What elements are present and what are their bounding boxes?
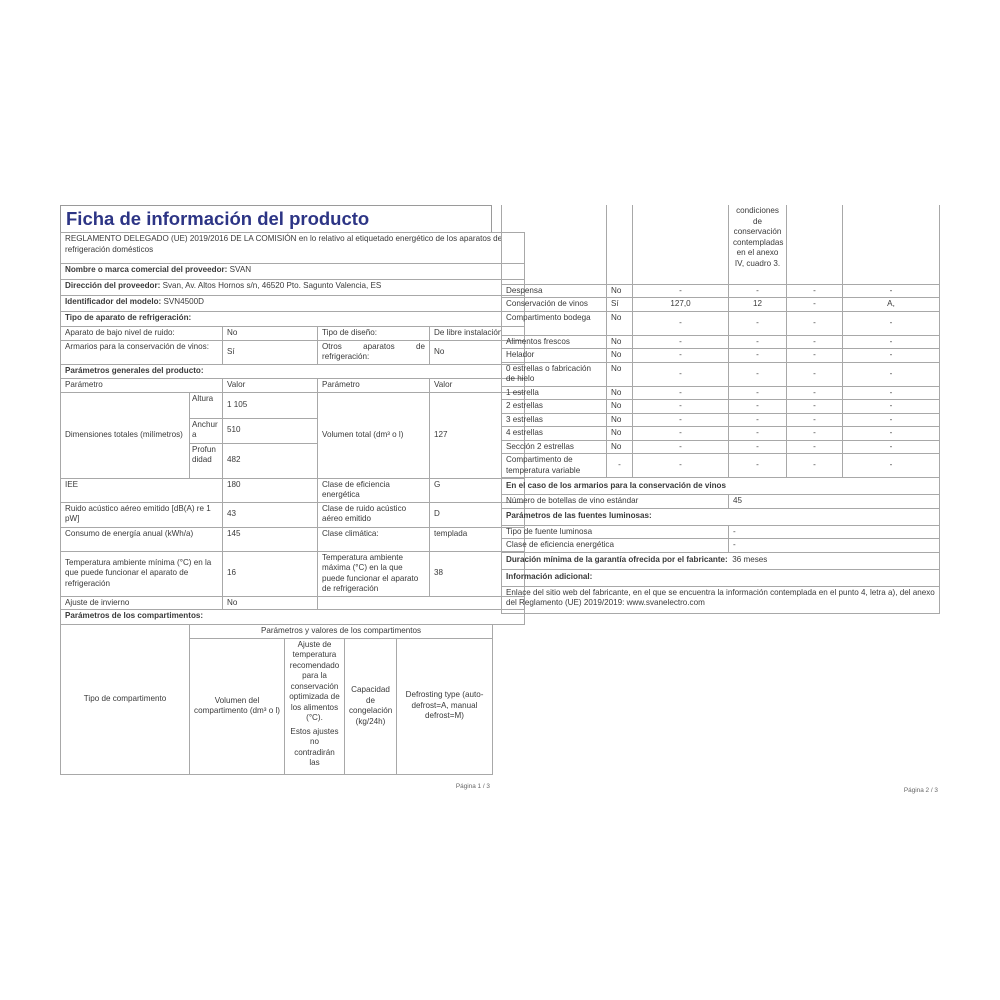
compartment-freezing-capacity: - bbox=[787, 386, 843, 400]
empty-cell bbox=[633, 205, 729, 284]
compartment-row bbox=[502, 362, 940, 386]
compartment-row bbox=[502, 298, 940, 312]
compartment-present: No bbox=[607, 400, 633, 414]
page-number: Página 2 / 3 bbox=[903, 787, 938, 794]
recommended-temperature-text: Ajuste de temperatura recomendado para la conservación optimizada de los alimentos (°C). bbox=[289, 639, 340, 722]
page-1 bbox=[60, 205, 503, 790]
compartment-name: Sección 2 estrellas bbox=[502, 440, 607, 454]
compartment-volume: - bbox=[633, 362, 729, 386]
compartments-header-table bbox=[60, 624, 493, 775]
additional-info-table bbox=[501, 477, 940, 614]
compartment-volume: 127,0 bbox=[633, 298, 729, 312]
compartment-present: No bbox=[607, 386, 633, 400]
low-noise-value: No bbox=[223, 327, 318, 341]
compartment-present: Sí bbox=[607, 298, 633, 312]
dimensions-label: Dimensiones totales (milímetros) bbox=[61, 392, 190, 478]
compartment-temperature: - bbox=[729, 400, 787, 414]
compartment-volume: - bbox=[633, 454, 729, 478]
compartment-temperature: - bbox=[729, 311, 787, 335]
compartment-volume: - bbox=[633, 386, 729, 400]
address-row bbox=[61, 280, 525, 296]
empty-cell bbox=[787, 205, 843, 284]
compartment-name: Compartimento de temperatura variable bbox=[502, 454, 607, 478]
light-source-type-label: Tipo de fuente luminosa bbox=[502, 525, 729, 539]
compartment-volume: - bbox=[633, 413, 729, 427]
compartment-freezing-capacity: - bbox=[787, 298, 843, 312]
compartment-row bbox=[502, 386, 940, 400]
wine-bottles-label: Número de botellas de vino estándar bbox=[502, 495, 729, 509]
noise-class-value: D bbox=[430, 502, 525, 527]
freezing-capacity-header: Capacidad de congelación (kg/24h) bbox=[345, 638, 397, 774]
min-temperature-label: Temperatura ambiente mínima (°C) en la que puede funcionar el aparato de refrigeración bbox=[61, 551, 223, 596]
compartment-defrost-type: - bbox=[843, 311, 940, 335]
compartment-volume: - bbox=[633, 311, 729, 335]
compartment-present: No bbox=[607, 335, 633, 349]
compartment-freezing-capacity: - bbox=[787, 349, 843, 363]
depth-value: 482 bbox=[223, 443, 318, 478]
design-type-label: Tipo de diseño: bbox=[318, 327, 430, 341]
warranty-row bbox=[502, 552, 940, 569]
empty-cell bbox=[843, 205, 940, 284]
model-row bbox=[61, 296, 525, 312]
compartment-row bbox=[502, 335, 940, 349]
compartment-row bbox=[502, 400, 940, 414]
max-temperature-label: Temperatura ambiente máxima (°C) en la que puede funcionar el aparato de refrigeración bbox=[318, 551, 430, 596]
regulation-text: REGLAMENTO DELEGADO (UE) 2019/2016 DE LA COMISIÓN en lo relativo al etiquetado energético de los aparatos de refrigeración domésticos bbox=[61, 233, 525, 264]
compartment-temperature: - bbox=[729, 386, 787, 400]
compartment-freezing-capacity: - bbox=[787, 362, 843, 386]
compartment-temperature: - bbox=[729, 335, 787, 349]
width-value: 510 bbox=[223, 418, 318, 443]
light-source-class-label: Clase de eficiencia energética bbox=[502, 539, 729, 553]
product-info-table bbox=[60, 232, 525, 625]
compartment-defrost-type: - bbox=[843, 427, 940, 441]
compartment-row bbox=[502, 454, 940, 478]
model-label: Identificador del modelo: bbox=[65, 297, 162, 306]
page-2 bbox=[501, 205, 939, 794]
compartment-volume: - bbox=[633, 427, 729, 441]
empty-cell bbox=[318, 596, 525, 610]
compartment-defrost-type: - bbox=[843, 454, 940, 478]
compartment-name: Helador bbox=[502, 349, 607, 363]
depth-label: Profundidad bbox=[190, 443, 223, 478]
compartment-defrost-type: - bbox=[843, 284, 940, 298]
compartment-row bbox=[502, 440, 940, 454]
compartment-present: No bbox=[607, 440, 633, 454]
compartment-defrost-type: - bbox=[843, 400, 940, 414]
climate-class-value: templada bbox=[430, 527, 525, 551]
model-value: SVN4500D bbox=[163, 297, 204, 306]
compartment-defrost-type: - bbox=[843, 440, 940, 454]
wine-cabinet-label: Armarios para la conservación de vinos: bbox=[61, 340, 223, 364]
iee-label: IEE bbox=[61, 478, 223, 502]
general-params-heading: Parámetros generales del producto: bbox=[61, 364, 525, 378]
compartment-freezing-capacity: - bbox=[787, 311, 843, 335]
compartment-temperature: - bbox=[729, 440, 787, 454]
compartment-name: 3 estrellas bbox=[502, 413, 607, 427]
total-volume-value: 127 bbox=[430, 392, 525, 478]
compartment-volume: - bbox=[633, 400, 729, 414]
max-temperature-value: 38 bbox=[430, 551, 525, 596]
column-header-parameter: Parámetro bbox=[61, 378, 223, 392]
compartment-name: Compartimento bodega bbox=[502, 311, 607, 335]
warranty-value: 36 meses bbox=[732, 555, 768, 565]
compartment-volume: - bbox=[633, 349, 729, 363]
energy-consumption-label: Consumo de energía anual (kWh/a) bbox=[61, 527, 223, 551]
compartment-name: 2 estrellas bbox=[502, 400, 607, 414]
compartment-volume-header: Volumen del compartimento (dm³ o l) bbox=[190, 638, 285, 774]
compartment-volume: - bbox=[633, 335, 729, 349]
light-source-type-value: - bbox=[729, 525, 940, 539]
compartment-defrost-type: - bbox=[843, 349, 940, 363]
supplier-label: Nombre o marca comercial del proveedor: bbox=[65, 265, 228, 274]
noise-class-label: Clase de ruido acústico aéreo emitido bbox=[318, 502, 430, 527]
compartment-row bbox=[502, 413, 940, 427]
energy-consumption-value: 145 bbox=[223, 527, 318, 551]
compartment-name: 4 estrellas bbox=[502, 427, 607, 441]
winter-setting-label: Ajuste de invierno bbox=[61, 596, 223, 610]
compartment-defrost-type: - bbox=[843, 362, 940, 386]
compartment-present: No bbox=[607, 284, 633, 298]
compartment-volume: - bbox=[633, 284, 729, 298]
compartment-temperature: - bbox=[729, 454, 787, 478]
empty-cell bbox=[502, 205, 607, 284]
compartment-present: - bbox=[607, 454, 633, 478]
compartment-temperature: - bbox=[729, 413, 787, 427]
wine-bottles-value: 45 bbox=[729, 495, 940, 509]
compartment-present: No bbox=[607, 362, 633, 386]
warranty-label: Duración mínima de la garantía ofrecida por el fabricante: bbox=[506, 555, 728, 565]
efficiency-class-value: G bbox=[430, 478, 525, 502]
appliance-type-heading: Tipo de aparato de refrigeración: bbox=[61, 312, 525, 327]
address-label: Dirección del proveedor: bbox=[65, 281, 161, 290]
other-appliances-value: No bbox=[430, 340, 525, 364]
compartment-name: 0 estrellas o fabricación de hielo bbox=[502, 362, 607, 386]
min-temperature-value: 16 bbox=[223, 551, 318, 596]
address-value: Svan, Av. Altos Hornos s/n, 46520 Pto. Sagunto Valencia, ES bbox=[162, 281, 382, 290]
compartment-present: No bbox=[607, 311, 633, 335]
compartment-temperature: - bbox=[729, 284, 787, 298]
height-label: Altura bbox=[190, 392, 223, 418]
compartment-defrost-type: - bbox=[843, 335, 940, 349]
compartment-present: No bbox=[607, 413, 633, 427]
defrosting-type-header: Defrosting type (auto-defrost=A, manual defrost=M) bbox=[397, 638, 493, 774]
compartment-row bbox=[502, 284, 940, 298]
light-source-heading: Parámetros de las fuentes luminosas: bbox=[502, 508, 940, 525]
compartment-name: Despensa bbox=[502, 284, 607, 298]
manufacturer-website-text: Enlace del sitio web del fabricante, en el que se encuentra la información contemplada en el punto 4, letra a), del anexo del Reglamento (UE) 2019/2019: www.svanelectro.com bbox=[502, 586, 940, 613]
compartment-freezing-capacity: - bbox=[787, 335, 843, 349]
compartment-freezing-capacity: - bbox=[787, 454, 843, 478]
winter-setting-value: No bbox=[223, 596, 318, 610]
compartment-present: No bbox=[607, 427, 633, 441]
compartments-heading: Parámetros de los compartimentos: bbox=[61, 610, 525, 625]
column-header-value: Valor bbox=[430, 378, 525, 392]
wine-cabinet-value: Sí bbox=[223, 340, 318, 364]
additional-info-heading: Información adicional: bbox=[502, 569, 940, 586]
low-noise-label: Aparato de bajo nivel de ruido: bbox=[61, 327, 223, 341]
noise-value: 43 bbox=[223, 502, 318, 527]
iee-value: 180 bbox=[223, 478, 318, 502]
height-value: 1 105 bbox=[223, 392, 318, 418]
light-source-class-value: - bbox=[729, 539, 940, 553]
compartment-type-header: Tipo de compartimento bbox=[61, 625, 190, 775]
other-appliances-label: Otros aparatos de refrigeración: bbox=[318, 340, 430, 364]
compartment-defrost-type: A, bbox=[843, 298, 940, 312]
compartment-row bbox=[502, 349, 940, 363]
compartment-params-header: Parámetros y valores de los compartimentos bbox=[190, 625, 493, 639]
recommended-temperature-header bbox=[285, 638, 345, 774]
compartment-temperature: 12 bbox=[729, 298, 787, 312]
compartment-name: Conservación de vinos bbox=[502, 298, 607, 312]
empty-cell bbox=[607, 205, 633, 284]
recommended-temperature-note: Estos ajustes no contradirán las bbox=[290, 726, 339, 767]
compartment-volume: - bbox=[633, 440, 729, 454]
efficiency-class-label: Clase de eficiencia energética bbox=[318, 478, 430, 502]
noise-label: Ruido acústico aéreo emitido [dB(A) re 1 pW] bbox=[61, 502, 223, 527]
page-number: Página 1 / 3 bbox=[455, 783, 490, 790]
climate-class-label: Clase climática: bbox=[318, 527, 430, 551]
compartments-table bbox=[501, 205, 940, 478]
total-volume-label: Volumen total (dm³ o l) bbox=[318, 392, 430, 478]
column-header-value: Valor bbox=[223, 378, 318, 392]
recommended-temperature-header-continued: condiciones de conservación contempladas en el anexo IV, cuadro 3. bbox=[729, 205, 787, 284]
width-label: Anchura bbox=[190, 418, 223, 443]
compartment-temperature: - bbox=[729, 427, 787, 441]
compartment-freezing-capacity: - bbox=[787, 440, 843, 454]
compartment-defrost-type: - bbox=[843, 386, 940, 400]
compartment-name: 1 estrella bbox=[502, 386, 607, 400]
column-header-parameter: Parámetro bbox=[318, 378, 430, 392]
page-title: Ficha de información del producto bbox=[60, 205, 492, 232]
supplier-row bbox=[61, 264, 525, 280]
compartment-temperature: - bbox=[729, 349, 787, 363]
compartment-freezing-capacity: - bbox=[787, 413, 843, 427]
compartment-temperature: - bbox=[729, 362, 787, 386]
supplier-value: SVAN bbox=[229, 265, 252, 274]
compartment-freezing-capacity: - bbox=[787, 427, 843, 441]
compartment-row bbox=[502, 427, 940, 441]
compartment-present: No bbox=[607, 349, 633, 363]
compartment-row bbox=[502, 311, 940, 335]
compartment-name: Alimentos frescos bbox=[502, 335, 607, 349]
compartment-freezing-capacity: - bbox=[787, 284, 843, 298]
compartment-defrost-type: - bbox=[843, 413, 940, 427]
design-type-value: De libre instalación bbox=[430, 327, 525, 341]
compartment-freezing-capacity: - bbox=[787, 400, 843, 414]
wine-cabinet-heading: En el caso de los armarios para la conservación de vinos bbox=[502, 478, 940, 495]
